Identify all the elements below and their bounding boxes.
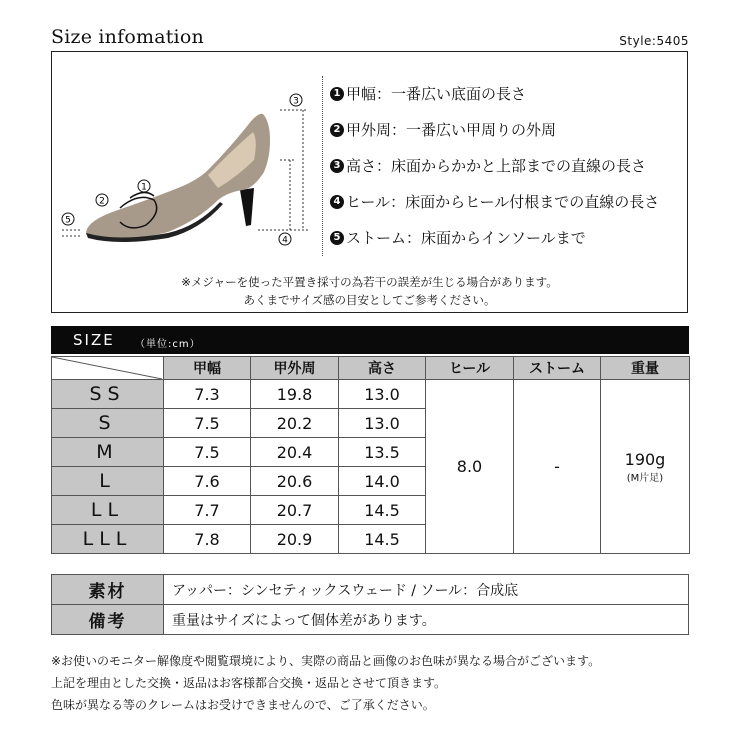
remarks-label: 備考 bbox=[52, 605, 164, 635]
circumference-value: 20.2 bbox=[251, 409, 339, 438]
weight-note: (M片足) bbox=[626, 472, 664, 484]
header-corner-cell bbox=[52, 357, 164, 380]
height-value: 14.5 bbox=[339, 496, 426, 525]
circumference-value: 20.7 bbox=[251, 496, 339, 525]
footer-note-3: 色味が異なる等のクレームはお受けできませんので、ご了承ください。 bbox=[51, 698, 435, 712]
remarks-value: 重量はサイズによって個体差があります。 bbox=[164, 605, 689, 635]
marker-1 bbox=[138, 180, 150, 193]
style-number: Style:5405 bbox=[619, 34, 689, 48]
svg-text:5: 5 bbox=[65, 215, 71, 226]
width-value: 7.8 bbox=[164, 525, 251, 554]
width-value: 7.5 bbox=[164, 438, 251, 467]
header-width: 甲幅 bbox=[164, 357, 251, 380]
size-label: LL bbox=[52, 496, 164, 525]
header-height: 高さ bbox=[339, 357, 426, 380]
header-weight: 重量 bbox=[601, 357, 690, 380]
shoe-illustration bbox=[58, 80, 320, 260]
height-value: 13.5 bbox=[339, 438, 426, 467]
size-label: M bbox=[52, 438, 164, 467]
weight-cell bbox=[601, 380, 690, 554]
height-value: 13.0 bbox=[339, 409, 426, 438]
width-value: 7.6 bbox=[164, 467, 251, 496]
material-value: アッパー：シンセティックスウェード / ソール：合成底 bbox=[164, 575, 689, 605]
header-circumference: 甲外周 bbox=[251, 357, 339, 380]
legend-item-2: 2 甲外周：一番広い甲周りの外周 bbox=[330, 119, 556, 140]
marker-5 bbox=[62, 213, 74, 226]
diagonal-line bbox=[52, 357, 162, 379]
size-section-header bbox=[51, 326, 689, 354]
circumference-value: 20.6 bbox=[251, 467, 339, 496]
svg-text:2: 2 bbox=[99, 196, 105, 207]
height-value: 14.0 bbox=[339, 467, 426, 496]
width-value: 7.5 bbox=[164, 409, 251, 438]
size-label: L bbox=[52, 467, 164, 496]
footer-note-2: 上記を理由とした交換・返品はお客様都合交換・返品とさせて頂きます。 bbox=[51, 676, 447, 690]
svg-text:1: 1 bbox=[141, 182, 147, 193]
height-value: 13.0 bbox=[339, 380, 426, 409]
header-storm: ストーム bbox=[514, 357, 601, 380]
size-table-header-row bbox=[52, 357, 690, 380]
legend-item-3: 3 高さ：床面からかかと上部までの直線の長さ bbox=[330, 155, 646, 176]
circumference-value: 20.4 bbox=[251, 438, 339, 467]
remarks-row bbox=[52, 605, 689, 635]
legend-item-5: 5 ストーム：床面からインソールまで bbox=[330, 227, 586, 248]
weight-value: 190g bbox=[624, 449, 666, 469]
marker-3 bbox=[290, 94, 302, 107]
heel-shape bbox=[240, 188, 254, 226]
legend-item-1: 1 甲幅：一番広い底面の長さ bbox=[330, 83, 526, 104]
size-label: SS bbox=[52, 380, 164, 409]
legend-item-4: 4 ヒール：床面からヒール付根までの直線の長さ bbox=[330, 191, 659, 212]
size-label: S bbox=[52, 409, 164, 438]
table-row bbox=[52, 380, 690, 409]
svg-text:4: 4 bbox=[282, 235, 288, 246]
storm-value: - bbox=[514, 380, 601, 554]
size-table bbox=[51, 356, 690, 554]
width-value: 7.3 bbox=[164, 380, 251, 409]
svg-text:3: 3 bbox=[293, 96, 299, 107]
material-row bbox=[52, 575, 689, 605]
measurement-note: ※メジャーを使った平置き採寸の為若干の誤差が生じる場合があります。 bbox=[181, 275, 558, 289]
size-unit-label: （単位:cm） bbox=[135, 339, 201, 350]
measurement-note-2: あくまでサイズ感の目安としてご参考ください。 bbox=[243, 293, 496, 307]
footer-note-1: ※お使いのモニター解像度や閲覧環境により、実際の商品と画像のお色味が異なる場合がございます。 bbox=[51, 654, 601, 668]
width-value: 7.7 bbox=[164, 496, 251, 525]
height-value: 14.5 bbox=[339, 525, 426, 554]
size-section-title: SIZE bbox=[73, 331, 115, 349]
spec-table bbox=[51, 574, 689, 635]
marker-2 bbox=[96, 194, 108, 207]
marker-4 bbox=[279, 233, 291, 246]
header-heel: ヒール bbox=[426, 357, 514, 380]
size-label: LLL bbox=[52, 525, 164, 554]
circumference-value: 19.8 bbox=[251, 380, 339, 409]
diagram-divider bbox=[322, 76, 323, 256]
shoe-upper bbox=[86, 114, 270, 240]
heel-value: 8.0 bbox=[426, 380, 514, 554]
circumference-value: 20.9 bbox=[251, 525, 339, 554]
page-title: Size infomation bbox=[51, 26, 204, 48]
material-label: 素材 bbox=[52, 575, 164, 605]
